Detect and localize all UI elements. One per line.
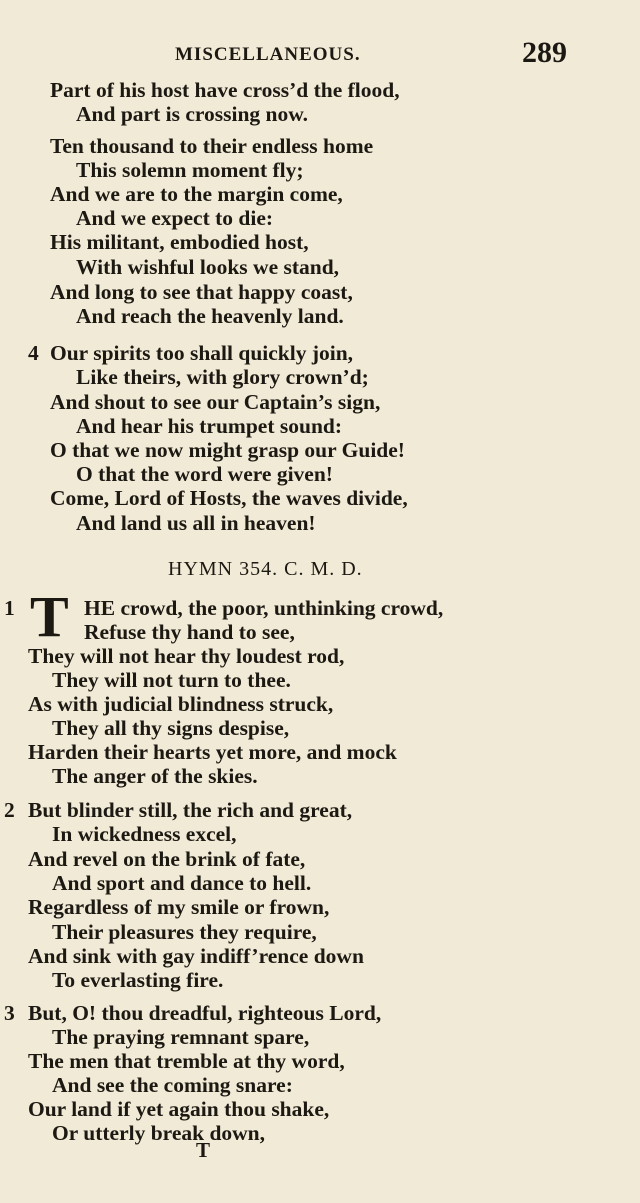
hymn-title: HYMN 354. C. M. D. — [168, 558, 363, 580]
verse-line: And land us all in heaven! — [76, 511, 316, 535]
verse-line: O that the word were given! — [76, 462, 333, 486]
verse-line: And long to see that happy coast, — [50, 280, 353, 304]
verse-line: Regardless of my smile or frown, — [28, 895, 330, 919]
page-header — [0, 38, 640, 74]
verse-line: They will not turn to thee. — [52, 668, 291, 692]
verse-line: Or utterly break down, — [52, 1121, 266, 1145]
verse-line: They all thy signs despise, — [52, 716, 290, 740]
verse-line: In wickedness excel, — [52, 822, 237, 846]
verse-line: Refuse thy hand to see, — [84, 620, 295, 644]
verse-line: As with judicial blindness struck, — [28, 692, 334, 716]
verse-line: And hear his trumpet sound: — [76, 414, 343, 438]
verse-line: But, O! thou dreadful, righteous Lord, — [28, 1001, 382, 1025]
stanza-number: 2 — [4, 798, 15, 822]
verse-line: They will not hear thy loudest rod, — [28, 644, 345, 668]
verse-line: The anger of the skies. — [52, 764, 258, 788]
verse-line: HE crowd, the poor, unthinking crowd, — [84, 596, 444, 620]
verse-line: To everlasting fire. — [52, 968, 224, 992]
verse-line: O that we now might grasp our Guide! — [50, 438, 405, 462]
verse-line: And we are to the margin come, — [50, 182, 343, 206]
page-number: 289 — [522, 36, 567, 69]
stanza-number: 1 — [4, 596, 15, 620]
verse-line: Come, Lord of Hosts, the waves divide, — [50, 486, 408, 510]
verse-line: Part of his host have cross’d the flood, — [50, 78, 400, 102]
running-title: MISCELLANEOUS. — [175, 44, 361, 65]
verse-line: Like theirs, with glory crown’d; — [76, 365, 369, 389]
verse-line: And we expect to die: — [76, 206, 274, 230]
drop-cap: T — [30, 584, 69, 649]
verse-line: And revel on the brink of fate, — [28, 847, 306, 871]
verse-line: And reach the heavenly land. — [76, 304, 344, 328]
verse-line: And see the coming snare: — [52, 1073, 293, 1097]
verse-line: Our spirits too shall quickly join, — [50, 341, 354, 365]
verse-line: His militant, embodied host, — [50, 230, 309, 254]
verse-line: With wishful looks we stand, — [76, 255, 340, 279]
stanza-number: 3 — [4, 1001, 15, 1025]
verse-line: And sink with gay indiff’rence down — [28, 944, 364, 968]
verse-line: Their pleasures they require, — [52, 920, 317, 944]
verse-line: Ten thousand to their endless home — [50, 134, 374, 158]
signature-mark: T — [196, 1138, 211, 1162]
verse-line: And sport and dance to hell. — [52, 871, 312, 895]
verse-line: But blinder still, the rich and great, — [28, 798, 353, 822]
verse-line: Our land if yet again thou shake, — [28, 1097, 330, 1121]
verse-line: This solemn moment fly; — [76, 158, 304, 182]
stanza-number: 4 — [28, 341, 39, 365]
verse-line: The praying remnant spare, — [52, 1025, 310, 1049]
verse-line: Harden their hearts yet more, and mock — [28, 740, 397, 764]
verse-line: And shout to see our Captain’s sign, — [50, 390, 381, 414]
verse-line: The men that tremble at thy word, — [28, 1049, 345, 1073]
verse-line: And part is crossing now. — [76, 102, 308, 126]
